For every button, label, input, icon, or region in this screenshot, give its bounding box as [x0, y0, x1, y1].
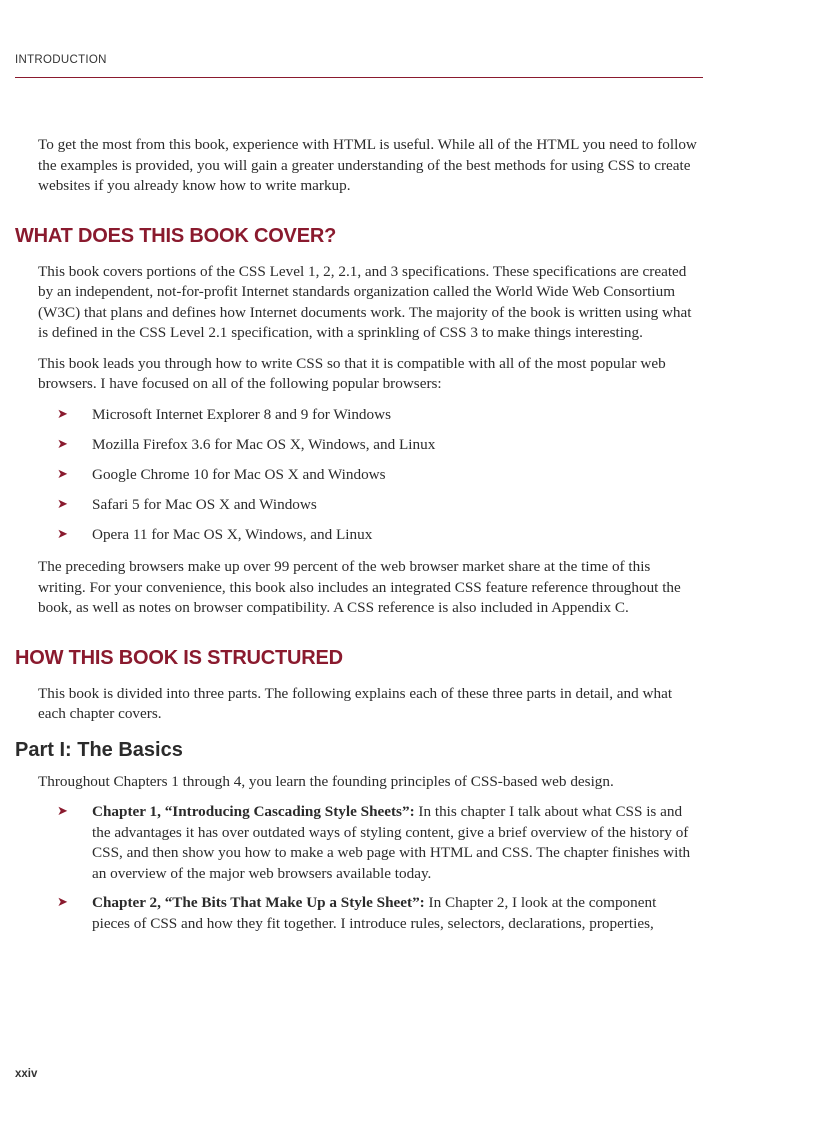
browser-item-text: Microsoft Internet Explorer 8 and 9 for Windows: [92, 405, 391, 423]
list-item: [0, 893, 692, 934]
list-item: [0, 405, 816, 426]
browser-list: [0, 405, 816, 546]
section-heading-structure: HOW THIS BOOK IS STRUCTURED: [15, 646, 343, 669]
arrow-bullet-icon: ➤: [57, 496, 68, 512]
list-item: [0, 525, 816, 546]
chapter-description: In Chapter 2, I look at the component pieces of CSS and how they fit together. I introduce rules, selectors, declarations, properties,: [92, 894, 657, 932]
list-item: [0, 465, 816, 486]
cover-paragraph-2: This book leads you through how to write CSS so that it is compatible with all of the most popular web browsers. I have focused on all of the following popular browsers:: [38, 354, 666, 392]
browser-item-text: Mozilla Firefox 3.6 for Mac OS X, Windows, and Linux: [92, 435, 436, 453]
list-item: [0, 435, 816, 456]
chapter-list: [0, 802, 816, 934]
running-head: INTRODUCTION: [15, 54, 107, 66]
cover-paragraph-1: This book covers portions of the CSS Level 1, 2, 2.1, and 3 specifications. These specifications are created by an independent, not-for-profit Internet standards organization called the World Wide Web Consortium (W3C) that plans and defines how Internet documents work. The majority of the book is written using what is defined in the CSS Level 2.1 specification, with a sprinkling of CSS 3 to make things interesting.: [38, 262, 692, 341]
list-item: [0, 802, 692, 884]
header-rule: [15, 77, 703, 78]
intro-paragraph: To get the most from this book, experience with HTML is useful. While all of the HTML you need to follow the examples is provided, you will gain a greater understanding of the best methods for using CSS to create websites if you already know how to write markup.: [38, 136, 697, 194]
page-body: [0, 135, 816, 946]
chapter-title: Chapter 1, “Introducing Cascading Style Sheets”:: [92, 803, 415, 820]
arrow-bullet-icon: ➤: [57, 466, 68, 482]
cover-paragraph-3: The preceding browsers make up over 99 percent of the web browser market share at the time of this writing. For your convenience, this book also includes an integrated CSS feature reference throughout the book, as well as notes on browser compatibility. A CSS reference is also included in Appendix C.: [38, 558, 681, 616]
browser-item-text: Google Chrome 10 for Mac OS X and Windows: [92, 465, 386, 483]
part1-paragraph: Throughout Chapters 1 through 4, you learn the founding principles of CSS-based web design.: [38, 772, 614, 790]
list-item: [0, 495, 816, 516]
browser-item-text: Opera 11 for Mac OS X, Windows, and Linux: [92, 525, 373, 543]
section-heading-cover: WHAT DOES THIS BOOK COVER?: [15, 224, 337, 247]
part-heading: Part I: The Basics: [15, 738, 183, 761]
page-number: xxiv: [15, 1068, 38, 1080]
browser-item-text: Safari 5 for Mac OS X and Windows: [92, 495, 317, 513]
arrow-bullet-icon: ➤: [57, 436, 68, 452]
arrow-bullet-icon: ➤: [57, 526, 68, 542]
arrow-bullet-icon: ➤: [57, 804, 68, 819]
arrow-bullet-icon: ➤: [57, 406, 68, 422]
chapter-description: In this chapter I talk about what CSS is and the advantages it has over outdated ways of styling content, give a brief overview of the history of CSS, and then show you how to make a web page with HTML and CSS. The chapter finishes with an overview of the major web browsers available today.: [92, 803, 691, 882]
chapter-title: Chapter 2, “The Bits That Make Up a Style Sheet”:: [92, 894, 425, 911]
arrow-bullet-icon: ➤: [57, 895, 68, 910]
structure-paragraph-1: This book is divided into three parts. The following explains each of these three parts in detail, and what each chapter covers.: [38, 684, 673, 722]
